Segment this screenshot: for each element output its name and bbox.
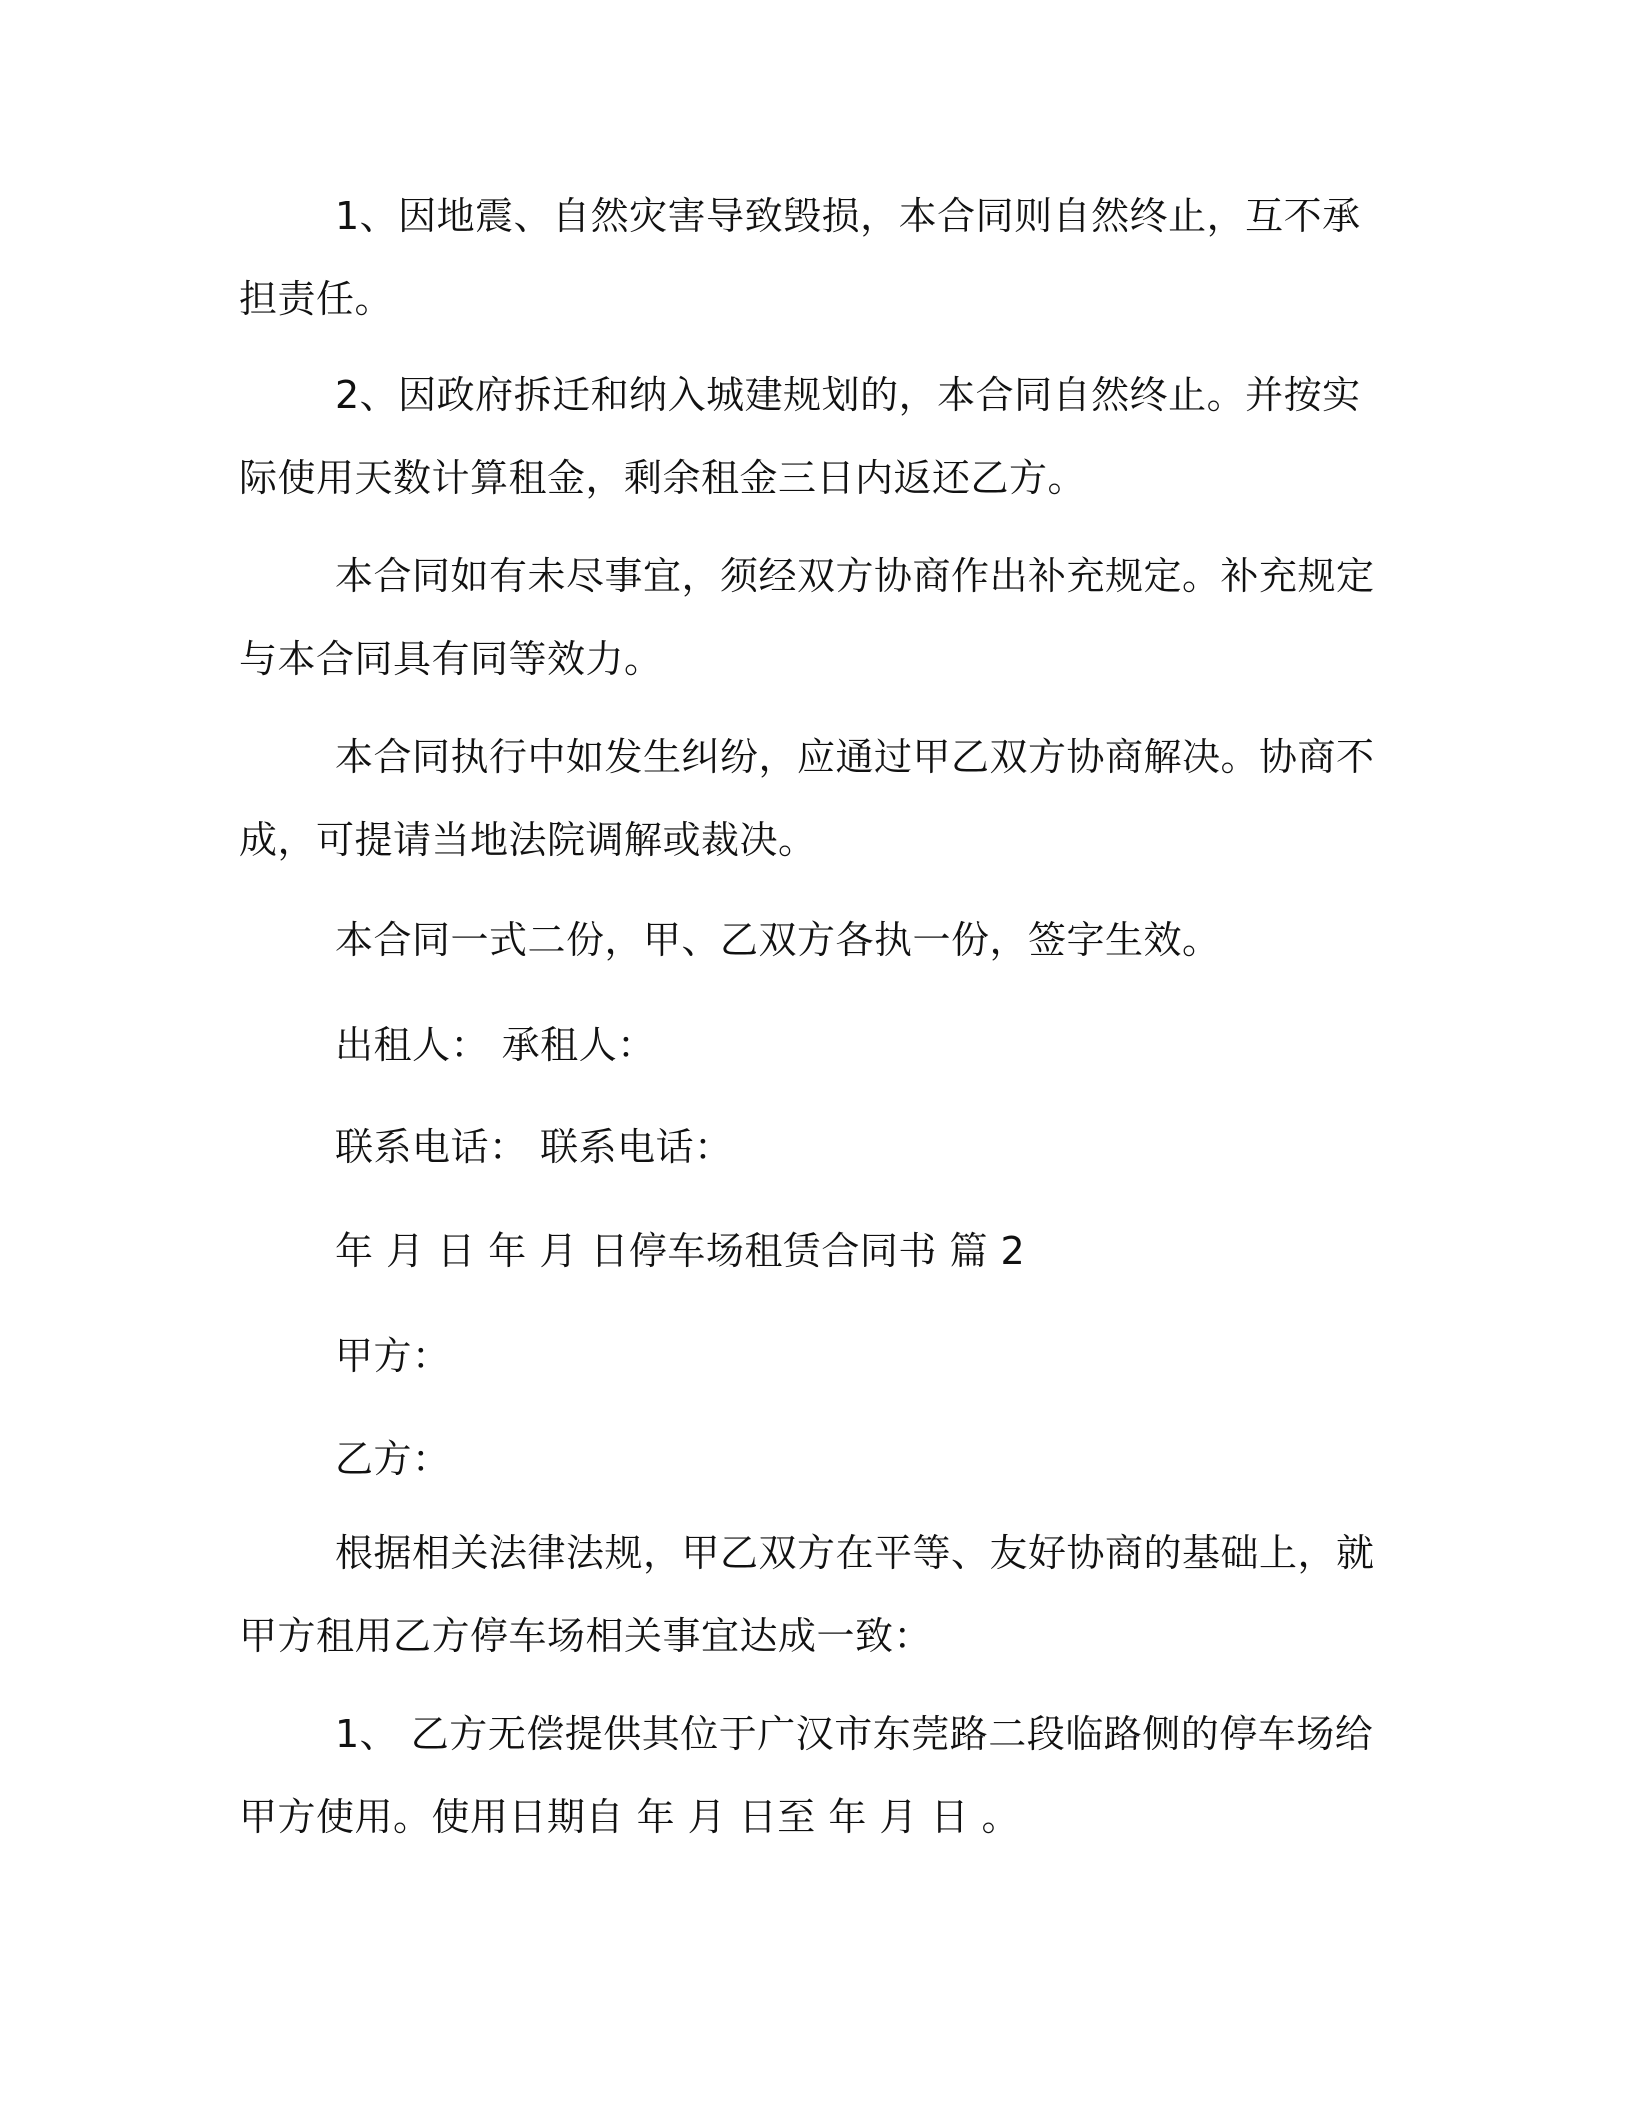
paragraph-copies: 本合同一式二份，甲、乙双方各执一份，签字生效。: [335, 918, 1221, 962]
date-and-title-part2: 年 月 日 年 月 日停车场租赁合同书 篇 2: [335, 1229, 1026, 1273]
paragraph-termination-disaster: 1、因地震、自然灾害导致毁损，本合同则自然终止，互不承担责任。: [239, 194, 1361, 321]
paragraph-clause-1: 1、 乙方无偿提供其位于广汉市东莞路二段临路侧的停车场给甲方使用。使用日期自 年 月 日至 年 月 日 。: [239, 1712, 1374, 1839]
paragraph-supplementary-provisions: 本合同如有未尽事宜，须经双方协商作出补充规定。补充规定与本合同具有同等效力。: [239, 554, 1375, 681]
signature-lessor-lessee: 出租人： 承租人：: [335, 1023, 656, 1067]
paragraph-agreement-basis: 根据相关法律法规，甲乙双方在平等、友好协商的基础上，就甲方租用乙方停车场相关事宜达成一致：: [239, 1531, 1375, 1658]
paragraph-termination-demolition: 2、因政府拆迁和纳入城建规划的，本合同自然终止。并按实际使用天数计算租金，剩余租金三日内返还乙方。: [239, 373, 1361, 500]
contact-phones: 联系电话： 联系电话：: [335, 1125, 733, 1169]
party-b: 乙方：: [335, 1437, 451, 1481]
party-a: 甲方：: [335, 1334, 451, 1378]
paragraph-dispute-resolution: 本合同执行中如发生纠纷，应通过甲乙双方协商解决。协商不成，可提请当地法院调解或裁决。: [239, 735, 1375, 862]
